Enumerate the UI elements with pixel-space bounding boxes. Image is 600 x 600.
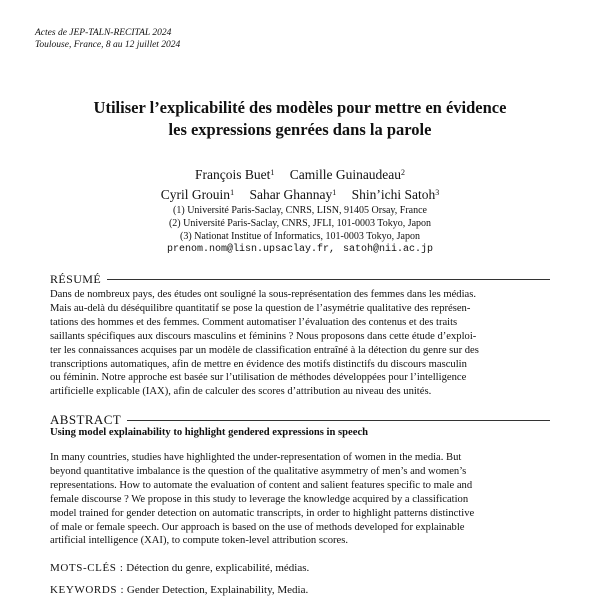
abstract-line: of male or female speech. Our approach is based on the use of methods developed for explainable — [50, 521, 465, 533]
affiliation: (2) Université Paris-Saclay, CNRS, JFLI, 101-0003 Tokyo, Japon — [168, 218, 432, 229]
keywords-en-label: KEYWORDS : — [50, 584, 125, 596]
author: Camille Guinaudeau$^2$ — [289, 167, 406, 182]
english-title: Using model explainability to highlight gendered expressions in speech — [50, 427, 369, 438]
title-line-2: les expressions genrées dans la parole — [168, 120, 432, 139]
keywords-en-value: Gender Detection, Explainability, Media. — [126, 584, 309, 596]
affiliations — [0, 204, 600, 243]
affiliation: (1) Université Paris-Saclay, CNRS, LISN, 91405 Orsay, France — [173, 205, 427, 216]
keywords-fr — [50, 562, 309, 574]
abstract-body — [50, 451, 550, 548]
resume-line: ter les connaissances acquises par un modèle de classification entraîné à la détection du genre sur des — [50, 344, 479, 356]
resume-line: artificielle explicable (IAX), afin de calculer des scores d’attribution au niveau des unités. — [50, 386, 432, 398]
abstract-line: artificial intelligence (XAI), to compute token-level attribution scores. — [50, 535, 348, 547]
author-emails — [0, 244, 600, 256]
author: François Buet$^1$ — [194, 167, 275, 182]
resume-line: Mais au-delà du déséquilibre quantitatif se pose la question de l’asymétrie qualitative des représen- — [50, 302, 471, 314]
resume-line: Dans de nombreux pays, des études ont souligné la sous-représentation des femmes dans les médias. — [50, 289, 477, 300]
affiliation: (3) Nationat Institue of Informatics, 101-0003 Tokyo, Japon — [180, 231, 420, 242]
abstract-line: model trained for gender detection on automatic transcripts, in order to highlight patterns distinctive — [50, 507, 475, 519]
resume-heading: RÉSUMÉ — [50, 272, 550, 287]
resume-line: transcriptions automatiques, afin de mettre en évidence des motifs distinctifs du discours masculin — [50, 358, 467, 370]
resume-line: saillants spécifiques aux discours masculins et féminins ? Nous proposons dans cette étude d’exploi- — [50, 330, 477, 342]
abstract-heading: ABSTRACT — [50, 412, 550, 428]
abstract-line: In many countries, studies have highlighted the under-representation of women in the media. But — [50, 452, 462, 463]
conference-location: Toulouse, France, 8 au 12 juillet 2024 — [35, 40, 181, 50]
author: Shin’ichi Satoh$^3$ — [351, 187, 440, 202]
email: satoh@nii.ac.jp — [343, 244, 434, 255]
author-list — [0, 165, 600, 205]
paper-title — [0, 97, 600, 141]
conference-name: Actes de JEP-TALN-RECITAL 2024 — [35, 28, 172, 38]
section-rule — [107, 279, 550, 280]
abstract-line: representations. How to automate the evaluation of content and salient features specific to male and — [50, 479, 473, 491]
resume-body — [50, 288, 550, 399]
resume-line: tations des hommes et des femmes. Comment automatiser l’évaluation des contenus et des traits — [50, 316, 458, 328]
author: Cyril Grouin$^1$ — [160, 187, 235, 202]
abstract-line: beyond quantitative imbalance is the question of the qualitative asymmetry of men’s and women’s — [50, 465, 467, 477]
email: prenom.nom@lisn.upsaclay.fr, — [166, 244, 335, 255]
abstract-line: female discourse ? We propose in this study to leverage the knowledge acquired by a classification — [50, 493, 469, 505]
conference-header — [35, 27, 180, 51]
keywords-en — [50, 584, 308, 596]
section-rule — [127, 420, 550, 421]
resume-line: ou féminin. Notre approche est basée sur l’utilisation de méthodes développées pour l’intelligence — [50, 372, 467, 384]
author: Sahar Ghannay$^1$ — [249, 187, 337, 202]
keywords-fr-label: MOTS-CLÉS : — [50, 562, 124, 574]
keywords-fr-value: Détection du genre, explicabilité, médias. — [126, 562, 310, 574]
title-line-1: Utiliser l’explicabilité des modèles pour mettre en évidence — [93, 98, 507, 117]
